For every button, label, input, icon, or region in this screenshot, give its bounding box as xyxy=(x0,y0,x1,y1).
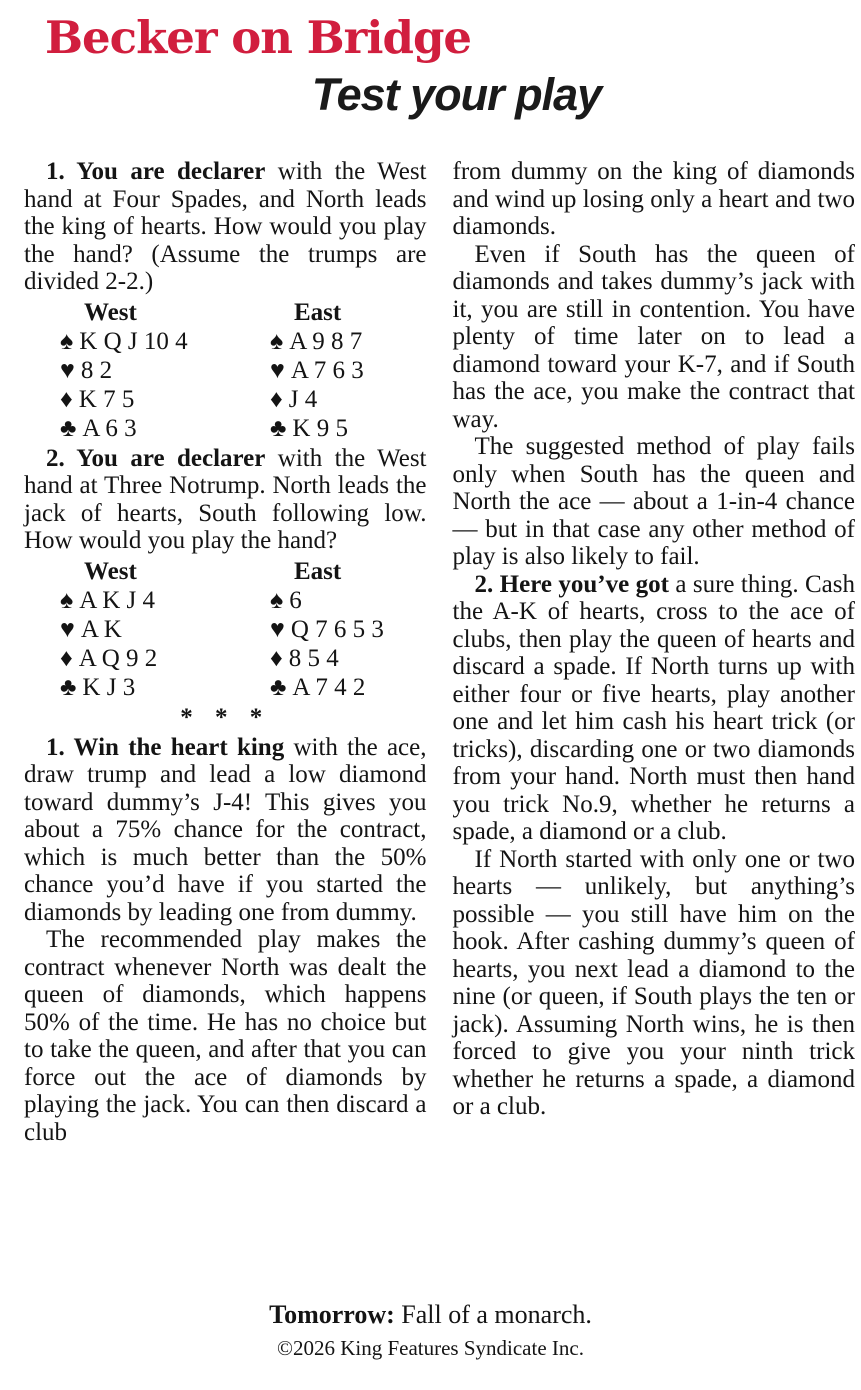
deal-1-east-hearts: A 7 6 3 xyxy=(290,356,364,384)
spade-icon: ♠ xyxy=(270,327,284,355)
deal-1-east-clubs-row xyxy=(270,414,427,443)
heart-icon: ♥ xyxy=(60,615,75,643)
tomorrow-label: Tomorrow: xyxy=(269,1300,395,1329)
article-body xyxy=(0,120,861,1146)
deal-2-east-hand xyxy=(270,557,427,702)
deal-2-west-spades-row xyxy=(60,586,270,615)
deal-2-east-diamonds: 8 5 4 xyxy=(288,644,339,672)
answer-1-even-if-paragraph: Even if South has the queen of diamonds and takes dummy’s jack with it, you are still in contention. You have plenty of time later on to lead a diamond toward your K-7, and if South has the ace, you make the contract that way. xyxy=(452,240,855,433)
deal-2-west-clubs: K J 3 xyxy=(82,673,136,701)
question-2-paragraph xyxy=(24,445,427,555)
tomorrow-text: Fall of a monarch. xyxy=(394,1300,592,1329)
deal-1-east-spades-row xyxy=(270,327,427,356)
deal-2-east-clubs-row xyxy=(270,673,427,702)
deal-1-east-diamonds: J 4 xyxy=(288,385,318,413)
club-icon: ♣ xyxy=(60,673,77,701)
spade-icon: ♠ xyxy=(270,586,284,614)
answer-1-suggested-method-paragraph: The suggested method of play fails only when South has the queen and North the ace — about a 1-in-4 chance — but in that case any other method of play is also likely to fail. xyxy=(452,433,855,570)
deal-2-east-spades-row xyxy=(270,586,427,615)
copyright-line: ©2026 King Features Syndicate Inc. xyxy=(277,1336,584,1360)
answer-1-continuation-paragraph: The recommended play makes the contract whenever North was dealt the queen of diamonds, which happens 50% of the time. He has no choice but to take the queen, and after that you can force out the ace of diamonds by playing the jack. You can then discard a club xyxy=(24,926,427,1146)
answer-1-paragraph xyxy=(24,734,427,927)
deal-1-west-hearts-row xyxy=(60,356,270,385)
deal-1-west-hand xyxy=(60,298,270,443)
question-1-text: with the West hand at Four Spades, and North leads the king of hearts. How would you play the hand? (Assume the trumps are divided 2-2.) xyxy=(24,158,427,295)
deal-1-east-clubs: K 9 5 xyxy=(292,414,348,442)
spade-icon: ♠ xyxy=(60,586,74,614)
deal-2-east-label: East xyxy=(294,557,342,585)
deal-1-east-hearts-row xyxy=(270,356,427,385)
deal-2-west-hearts-row xyxy=(60,615,270,644)
question-1-paragraph xyxy=(24,158,427,296)
deal-2-east-hearts: Q 7 6 5 3 xyxy=(290,615,384,643)
deal-2-west-label: West xyxy=(84,557,137,585)
deal-2-west-hand xyxy=(60,557,270,702)
club-icon: ♣ xyxy=(270,414,287,442)
column-title: Becker on Bridge xyxy=(45,11,472,64)
club-icon: ♣ xyxy=(60,414,77,442)
heart-icon: ♥ xyxy=(270,615,285,643)
deal-2-west-diamonds: A Q 9 2 xyxy=(78,644,158,672)
article-title: Test your play xyxy=(311,69,602,120)
diamond-icon: ♦ xyxy=(60,644,73,672)
deal-1-west-diamonds-row xyxy=(60,385,270,414)
answer-2-text: a sure thing. Cash the A-K of hearts, cross to the ace of clubs, then play the queen of hearts and discard a spade. If North turns up with either four or five hearts, play another one and let him cash his heart trick (or tricks), discarding one or two diamonds from your hand. North must then hand you trick No.9, whether he returns a spade, a diamond or a club. xyxy=(452,570,855,845)
answer-1-lead: 1. Win the heart king xyxy=(46,733,285,761)
heart-icon: ♥ xyxy=(270,356,285,384)
spade-icon: ♠ xyxy=(60,327,74,355)
deal-diagram-2 xyxy=(24,557,427,702)
left-column xyxy=(24,158,427,1146)
deal-2-west-clubs-row xyxy=(60,673,270,702)
heart-icon: ♥ xyxy=(60,356,75,384)
deal-1-west-clubs-row xyxy=(60,414,270,443)
right-column xyxy=(453,158,856,1146)
deal-1-west-spades: K Q J 10 4 xyxy=(79,327,188,355)
deal-1-west-hearts: 8 2 xyxy=(80,356,113,384)
deal-2-east-clubs: A 7 4 2 xyxy=(292,673,366,701)
deal-diagram-1 xyxy=(24,298,427,443)
deal-2-west-hearts: A K xyxy=(80,615,122,643)
deal-1-west-label: West xyxy=(84,298,137,326)
answer-1-runover-paragraph: from dummy on the king of diamonds and wind up losing only a heart and two diamonds. xyxy=(452,158,855,240)
deal-1-west-spades-row xyxy=(60,327,270,356)
diamond-icon: ♦ xyxy=(60,385,73,413)
deal-2-east-hearts-row xyxy=(270,615,427,644)
question-2-lead: 2. You are declarer xyxy=(46,444,266,472)
deal-2-west-diamonds-row xyxy=(60,644,270,673)
deal-1-east-hand xyxy=(270,298,427,443)
deal-2-west-spades: A K J 4 xyxy=(79,586,155,614)
tomorrow-teaser xyxy=(0,1300,861,1330)
question-2-text: with the West hand at Three Notrump. North leads the jack of hearts, South following low. How would you play the hand? xyxy=(24,444,427,554)
answer-2-paragraph xyxy=(453,571,856,846)
deal-1-east-label: East xyxy=(294,298,342,326)
answer-1-text: with the ace, draw trump and lead a low diamond toward dummy’s J-4! This gives you about a 75% chance for the contract, which is much better than the 50% chance you’d have if you started the diamonds by leading one from dummy. xyxy=(24,733,427,926)
diamond-icon: ♦ xyxy=(270,385,283,413)
question-1-lead: 1. You are declarer xyxy=(46,158,266,185)
club-icon: ♣ xyxy=(270,673,287,701)
deal-1-west-clubs: A 6 3 xyxy=(82,414,137,442)
column-footer xyxy=(0,1300,861,1360)
answer-2-continuation-paragraph: If North started with only one or two hearts — unlikely, but anything’s possible — you still have him on the hook. After cashing dummy’s queen of hearts, you next lead a diamond to the nine (or queen, if South plays the ten or jack). Assuming North wins, he is then forced to give you your ninth trick whether he returns a spade, a diamond or a club. xyxy=(452,845,855,1120)
section-separator: * * * xyxy=(180,703,271,731)
answer-2-lead: 2. Here you’ve got xyxy=(474,570,669,598)
deal-2-east-diamonds-row xyxy=(270,644,427,673)
deal-1-west-diamonds: K 7 5 xyxy=(78,385,135,413)
deal-1-east-spades: A 9 8 7 xyxy=(289,327,363,355)
deal-1-east-diamonds-row xyxy=(270,385,427,414)
deal-2-east-spades: 6 xyxy=(289,586,302,614)
diamond-icon: ♦ xyxy=(270,644,283,672)
